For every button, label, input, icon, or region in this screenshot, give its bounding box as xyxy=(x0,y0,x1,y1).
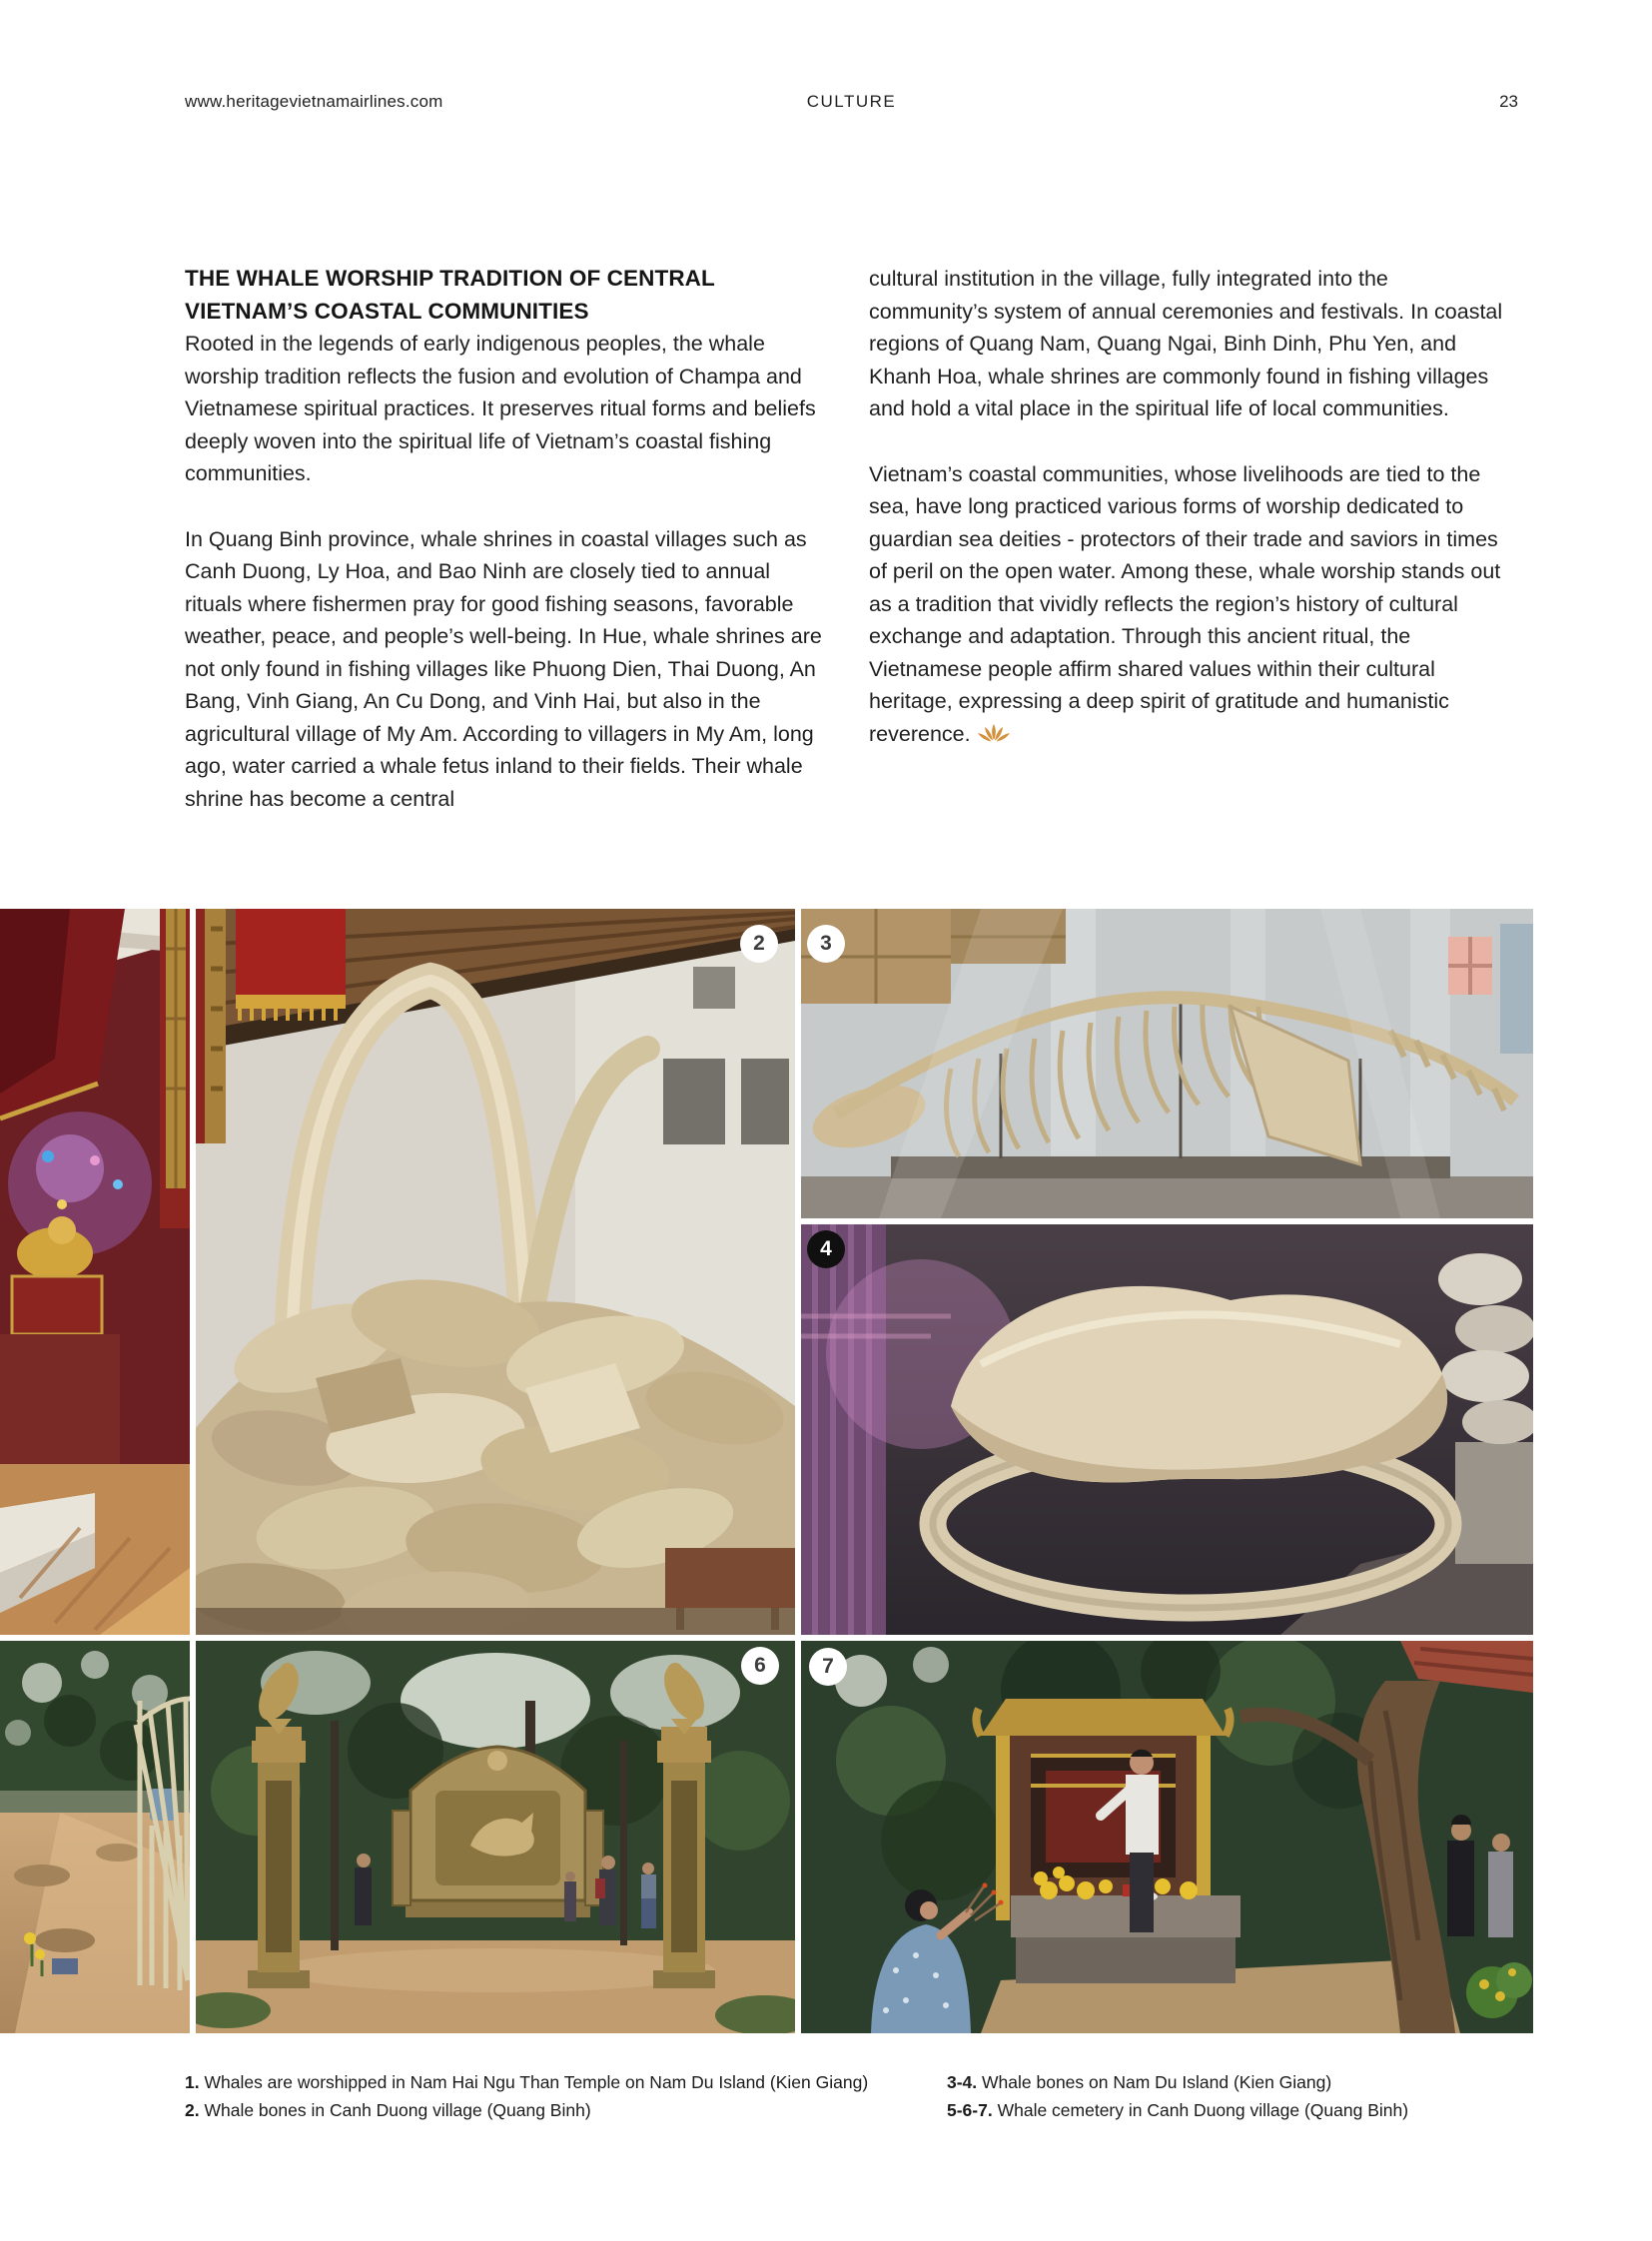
photo-4-whale-skull xyxy=(801,1224,1533,1635)
caption-line: 1. Whales are worshipped in Nam Hai Ngu Than Temple on Nam Du Island (Kien Giang) xyxy=(185,2072,869,2092)
photo-marker-4: 4 xyxy=(807,1230,845,1268)
photo-marker-7: 7 xyxy=(809,1648,847,1686)
article-heading: THE WHALE WORSHIP TRADITION OF CENTRAL VIETNAM’S COASTAL COMMUNITIES xyxy=(185,266,715,324)
article-left-column xyxy=(185,263,832,815)
paragraph: cultural institution in the village, fully integrated into the community’s system of annual ceremonies and festivals. In coastal regions of Quang Nam, Quang Ngai, Binh Dinh, Phu Yen, and Khanh Hoa, whale shrines are commonly found in fishing villages and hold a vital place in the spiritual life of local communities. xyxy=(869,267,1503,420)
photo-3-whale-skeleton xyxy=(801,909,1533,1218)
photo-6-cemetery-pillars xyxy=(196,1641,795,2033)
photo-5-cemetery-gate xyxy=(0,1641,190,2033)
page-number: 23 xyxy=(1499,92,1518,111)
paragraph: Rooted in the legends of early indigenous peoples, the whale worship tradition reflects the fusion and evolution of Champa and Vietnamese spiritual practices. It preserves ritual forms and beliefs deeply woven into the spiritual life of Vietnam’s coastal fishing communities. xyxy=(185,332,816,485)
photo-1-temple-interior xyxy=(0,909,190,1635)
section-title: CULTURE xyxy=(806,92,897,111)
caption-line: 3-4. Whale bones on Nam Du Island (Kien Giang) xyxy=(947,2072,1332,2092)
photo-collage xyxy=(0,909,1533,2033)
page-header xyxy=(185,92,1518,116)
website-url: www.heritagevietnamairlines.com xyxy=(185,92,443,111)
photo-2-whale-bone-pile xyxy=(196,909,795,1635)
caption-block-left xyxy=(185,2068,904,2124)
article-right-column xyxy=(869,263,1508,750)
paragraph: In Quang Binh province, whale shrines in coastal villages such as Canh Duong, Ly Hoa, and Bao Ninh are closely tied to annual rituals where fishermen pray for good fishing seasons, favorable weather, peace, and people’s well-being. In Hue, whale shrines are not only found in fishing villages like Phuong Dien, Thai Duong, An Bang, Vinh Giang, An Cu Dong, and Vinh Hai, but also in the agricultural village of My Am. According to villagers in My Am, long ago, water carried a whale fetus inland to their fields. Their whale shrine has become a central xyxy=(185,526,822,811)
paragraph: Vietnam’s coastal communities, whose livelihoods are tied to the sea, have long practiced various forms of worship dedicated to guardian sea deities - protectors of their trade and saviors in times of peril on the open water. Among these, whale worship stands out as a tradition that vividly reflects the region’s history of cultural exchange and adaptation. Through this ancient ritual, the Vietnamese people affirm shared values within their cultural heritage, expressing a deep spirit of gratitude and humanistic reverence. xyxy=(869,461,1501,746)
caption-line: 5-6-7. Whale cemetery in Canh Duong village (Quang Binh) xyxy=(947,2100,1409,2120)
photo-7-whale-cemetery-shrine xyxy=(801,1641,1533,2033)
caption-block-right xyxy=(947,2068,1526,2124)
caption-line: 2. Whale bones in Canh Duong village (Quang Binh) xyxy=(185,2100,591,2120)
lotus-icon xyxy=(977,722,1011,744)
photo-marker-3: 3 xyxy=(807,925,845,963)
photo-marker-2: 2 xyxy=(740,925,778,963)
photo-marker-6: 6 xyxy=(741,1647,779,1685)
